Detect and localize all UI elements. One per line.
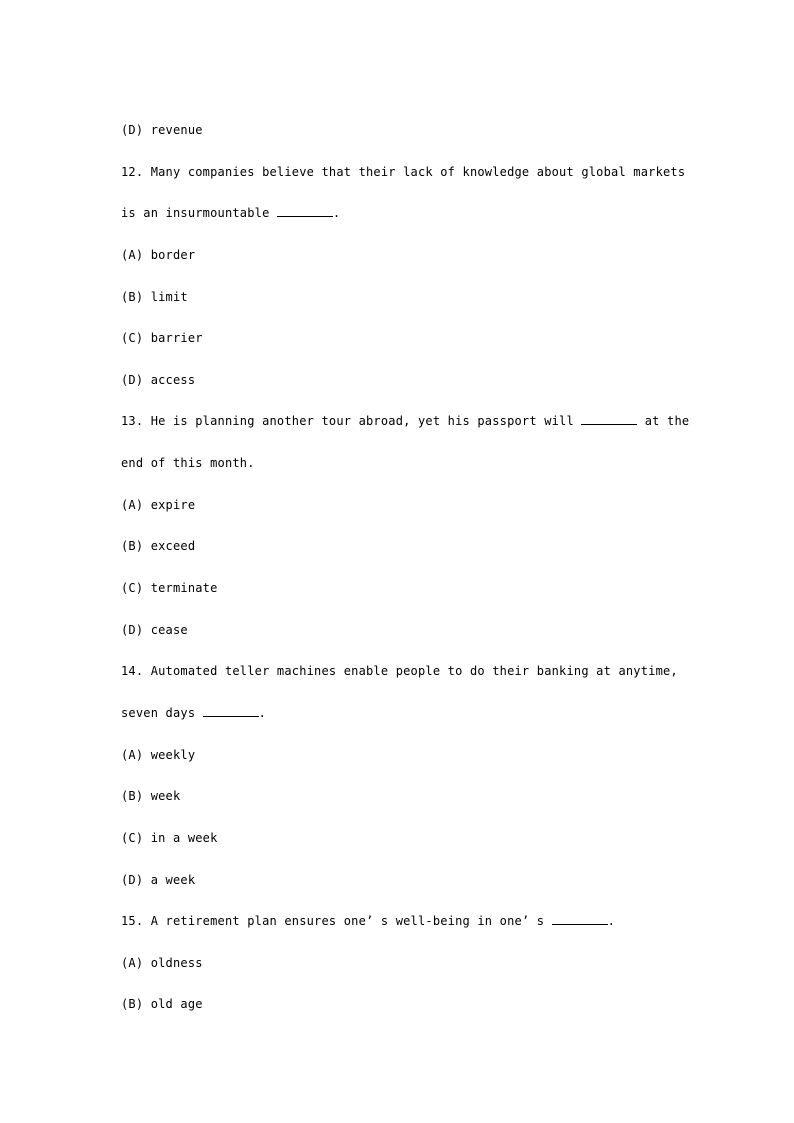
question-13-cont: end of this month. — [121, 456, 255, 471]
question-13 — [121, 412, 690, 454]
question-15 — [121, 912, 681, 954]
option-11-d: (D) revenue — [121, 123, 203, 137]
page-content — [121, 121, 690, 1037]
answer-blank — [581, 413, 637, 425]
text-after-blank: at the — [637, 414, 690, 429]
question-14-cont — [121, 704, 681, 746]
answer-blank — [203, 705, 259, 717]
option-13-d: (D) cease — [121, 622, 188, 637]
option-14-c: (C) in a week — [121, 830, 218, 845]
text-after-blank: . — [258, 705, 267, 720]
answer-blank — [277, 205, 333, 217]
option-12-c: (C) barrier — [121, 331, 203, 346]
answer-blank — [552, 913, 608, 925]
question-12-cont — [121, 204, 681, 246]
option-13-a: (A) expire — [121, 497, 196, 512]
option-13-b: (B) exceed — [121, 539, 196, 554]
text-after-blank: . — [332, 206, 341, 221]
question-12: 12. Many companies believe that their lack of knowledge about global markets — [121, 164, 686, 179]
text-before-blank: 15. A retirement plan ensures one’ s well-being in one’ s — [121, 914, 552, 929]
text-before-blank: is an insurmountable — [121, 206, 277, 221]
option-14-d: (D) a week — [121, 872, 196, 887]
text-after-blank: . — [607, 914, 616, 929]
option-14-a: (A) weekly — [121, 747, 196, 762]
option-12-a: (A) border — [121, 247, 196, 262]
option-15-a: (A) oldness — [121, 955, 203, 970]
question-14: 14. Automated teller machines enable people to do their banking at anytime, — [121, 664, 678, 679]
option-14-b: (B) week — [121, 789, 181, 804]
option-15-b: (B) old age — [121, 997, 203, 1012]
option-12-d: (D) access — [121, 372, 196, 387]
option-13-c: (C) terminate — [121, 581, 218, 596]
text-before-blank: 13. He is planning another tour abroad, yet his passport will — [121, 414, 582, 429]
text-before-blank: seven days — [121, 705, 203, 720]
option-12-b: (B) limit — [121, 289, 188, 304]
